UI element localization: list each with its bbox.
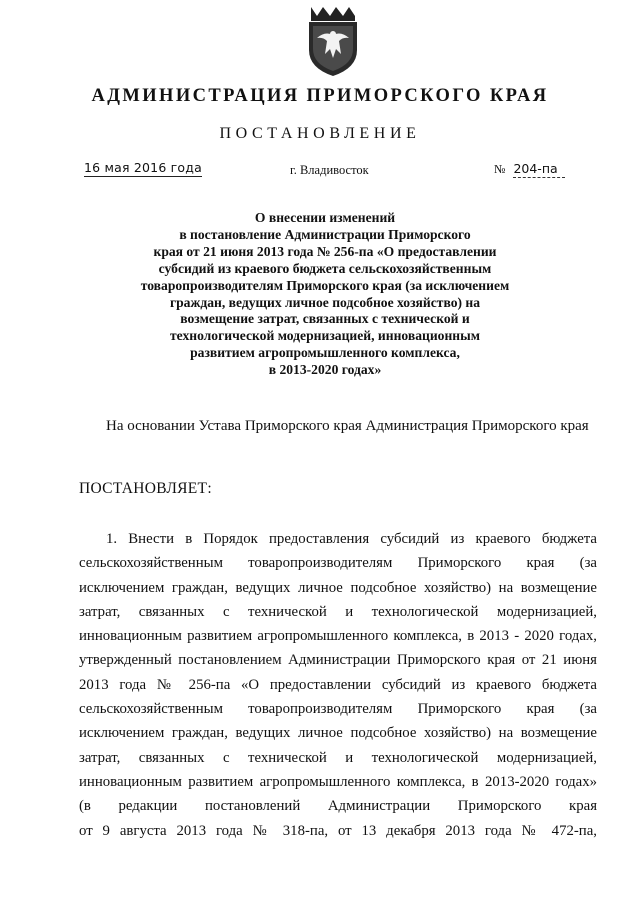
number-sign: № xyxy=(494,162,506,176)
body-line: сельскохозяйственным товаропроизводителям Приморского края (за xyxy=(79,555,597,572)
subject-line: технологической модернизацией, инновационным xyxy=(170,328,480,344)
body-line: затрат, связанных с технической и технологической модернизацией, xyxy=(79,749,597,766)
subject-line: в постановление Администрации Приморского xyxy=(179,226,471,242)
document-date xyxy=(84,160,202,175)
body-line: (в редакции постановлений Администрации Приморского края xyxy=(79,798,597,815)
coat-of-arms-emblem xyxy=(303,4,363,78)
body-line: сельскохозяйственным товаропроизводителям Приморского края (за xyxy=(79,701,597,718)
subject-line: развитием агропромышленного комплекса, xyxy=(190,345,460,361)
body-line: от 9 августа 2013 года № 318-па, от 13 декабря 2013 года № 472-па, xyxy=(79,822,597,839)
document-subject xyxy=(110,210,540,379)
subject-line: товаропроизводителям Приморского края (за исключением xyxy=(140,277,510,293)
subject-line: О внесении изменений xyxy=(254,210,396,225)
body-line: исключением граждан, ведущих личное подсобное хозяйство) на возмещение xyxy=(79,725,597,742)
body-line: инновационным развитием агропромышленного комплекса, в 2013 - 2020 годах, xyxy=(79,628,597,645)
organization-title: АДМИНИСТРАЦИЯ ПРИМОРСКОГО КРАЯ xyxy=(91,86,549,106)
body-paragraph xyxy=(79,527,597,843)
document-date-text: 16 мая 2016 года xyxy=(84,160,202,175)
subject-line: субсидий из краевого бюджета сельскохозяйственным xyxy=(158,260,492,276)
body-line: исключением граждан, ведущих личное подсобное хозяйство) на возмещение xyxy=(79,579,597,596)
document-number-value: 204-па xyxy=(513,161,565,178)
document-city: г. Владивосток xyxy=(290,163,369,177)
decree-heading: ПОСТАНОВЛЯЕТ: xyxy=(79,480,212,497)
subject-line: в 2013-2020 годах» xyxy=(268,362,382,378)
body-line: утвержденный постановлением Администрации Приморского края от 21 июня xyxy=(79,652,597,669)
document-number xyxy=(494,161,565,178)
body-line: инновационным развитием агропромышленного комплекса, в 2013-2020 годах» xyxy=(79,773,597,790)
body-line: затрат, связанных с технической и технологической модернизацией, xyxy=(79,603,597,620)
body-line: 1. Внести в Порядок предоставления субсидий из краевого бюджета xyxy=(106,531,597,547)
subject-line: возмещение затрат, связанных с технической и xyxy=(180,311,470,327)
body-line: 2013 года № 256-па «О предоставлении субсидий из краевого бюджета xyxy=(79,676,597,693)
document-type: ПОСТАНОВЛЕНИЕ xyxy=(219,125,421,142)
subject-line: края от 21 июня 2013 года № 256-па «О предоставлении xyxy=(153,243,497,259)
date-underline xyxy=(84,176,202,177)
subject-line: граждан, ведущих личное подсобное хозяйство) на xyxy=(169,294,481,310)
basis-paragraph: На основании Устава Приморского края Администрация Приморского края xyxy=(106,418,589,434)
